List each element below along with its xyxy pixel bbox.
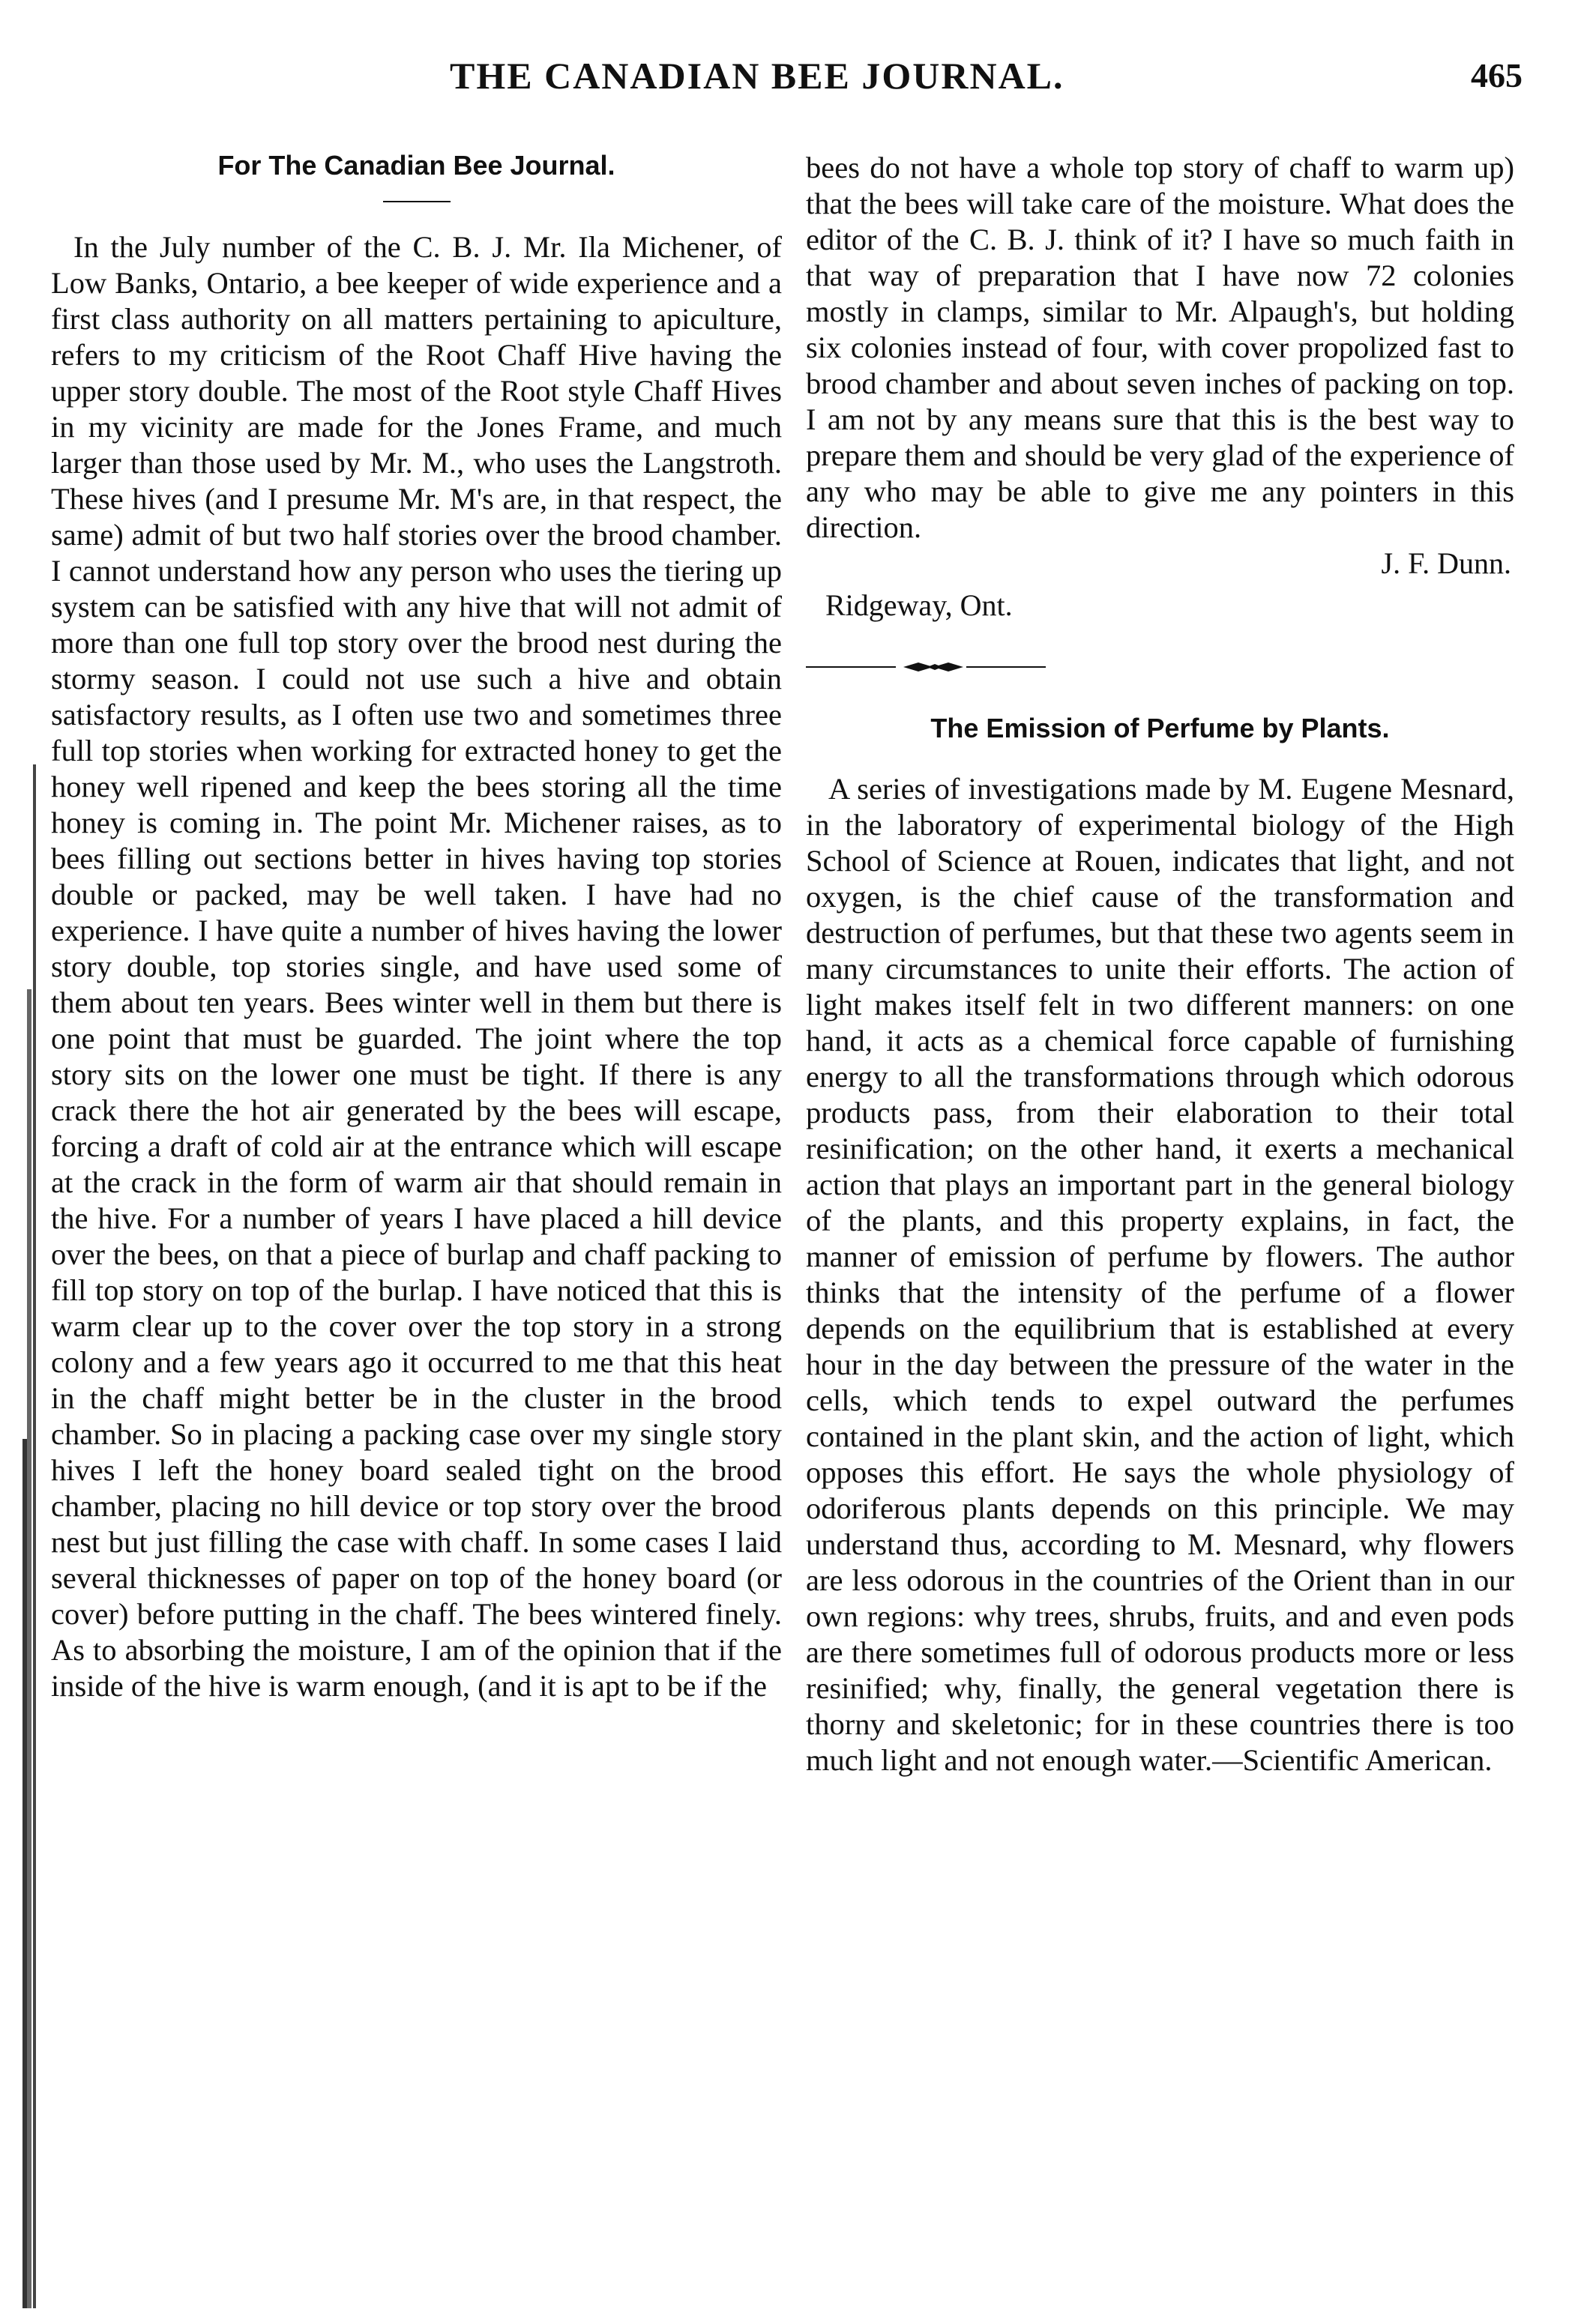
article-heading: The Emission of Perfume by Plants.: [930, 713, 1390, 743]
right-column-continuation: bees do not have a whole top story of chaff to warm up) that the bees will take care of the moisture. What does the editor of the C. B. J. think of it? I have so much faith in that way of preparation that I have now 72 colonies mostly in clamps, similar to Mr. Alpaugh's, but holding six colonies instead of four, with cover propolized fast to brood chamber and about seven inches of packing on top. I am not by any means sure that this is the best way to prepare them and should be very glad of the experience of any who may be able to give me any pointers in this direction.: [806, 151, 1514, 544]
left-column: [51, 150, 782, 1704]
left-column-heading: For The Canadian Bee Journal.: [217, 150, 615, 181]
scan-binding-shadow: [22, 764, 45, 2308]
running-head: [0, 54, 1575, 114]
heading-rule: [383, 201, 451, 202]
ornament-divider: [806, 660, 1046, 674]
author-signature: J. F. Dunn.: [1381, 546, 1511, 580]
left-column-body: In the July number of the C. B. J. Mr. Ila Michener, of Low Banks, Ontario, a bee keeper of wide experience and a first class authority on all matters pertaining to apiculture, refers to my criticism of the Root Chaff Hive having the upper story double. The most of the Root style Chaff Hives in my vicinity are made for the Jones Frame, and much larger than those used by Mr. M., who uses the Langstroth. These hives (and I presume Mr. M's are, in that respect, the same) admit of but two half stories over the brood chamber. I cannot understand how any person who uses the tiering up system can be satisfied with any hive that will not admit of more than one full top story over the brood nest during the stormy season. I could not use such a hive and obtain satisfactory results, as I often use two and sometimes three full top stories when working for extracted honey to get the honey well ripened and keep the bees storing all the time honey is coming in. The point Mr. Michener raises, as to bees filling out sections better in hives having top stories double or packed, may be well taken. I have had no experience. I have quite a number of hives having the lower story double, top stories single, and have used some of them about ten years. Bees winter well in them but there is one point that must be guarded. The joint where the top story sits on the lower one must be tight. If there is any crack there the hot air generated by the bees will escape, forcing a draft of cold air at the entrance which will escape at the crack in the form of warm air that should remain in the hive. For a number of years I have placed a hill device over the bees, on that a piece of burlap and chaff packing to fill top story on top of the burlap. I have noticed that this is warm clear up to the cover over the top story in a strong colony and a few years ago it occurred to me that this heat in the chaff might better be in the cluster in the brood chamber. So in placing a packing case over my single story hives I left the honey board sealed tight on the brood chamber, placing no hill device or top story over the brood nest but just filling the case with chaff. In some cases I laid several thicknesses of paper on top of the honey board (or cover) before putting in the chaff. The bees wintered finely. As to absorbing the moisture, I am of the opinion that if the inside of the hive is warm enough, (and it is apt to be if the: [51, 230, 782, 1703]
author-dateline: Ridgeway, Ont.: [825, 588, 1013, 622]
article-body: A series of investigations made by M. Eugene Mesnard, in the laboratory of experimental biology of the High School of Science at Rouen, indicates that light, and not oxygen, is the chief cause of the transformation and destruction of perfumes, but that these two agents seem in many circumstances to unite their efforts. The action of light makes itself felt in two different manners: on one hand, it acts as a chemical force capable of furnishing energy to all the transformations through which odorous products pass, from their elaboration to their total resinification; on the other hand, it exerts a mechanical action that plays an important part in the general biology of the plants, and this property explains, in fact, the manner of emission of perfume by flowers. The author thinks that the intensity of the perfume of a flower depends on the equilibrium that is established at every hour in the day between the pressure of the water in the cells, which tends to expel outward the perfumes contained in the plant skin, and the action of light, which opposes this effort. He says the whole physiology of odoriferous plants depends on this principle. We may understand thus, according to M. Mesnard, why flowers are less odorous in the countries of the Orient than in our own regions: why trees, shrubs, fruits, and and even pods are there sometimes full of odorous products more or less resinified; why, finally, the general vegetation there is thorny and skeletonic; for in these countries there is too much light and not enough water.—Scientific American.: [806, 772, 1514, 1777]
right-column: [806, 150, 1514, 1778]
page-number: 465: [1471, 56, 1523, 94]
journal-title: THE CANADIAN BEE JOURNAL.: [450, 55, 1064, 97]
